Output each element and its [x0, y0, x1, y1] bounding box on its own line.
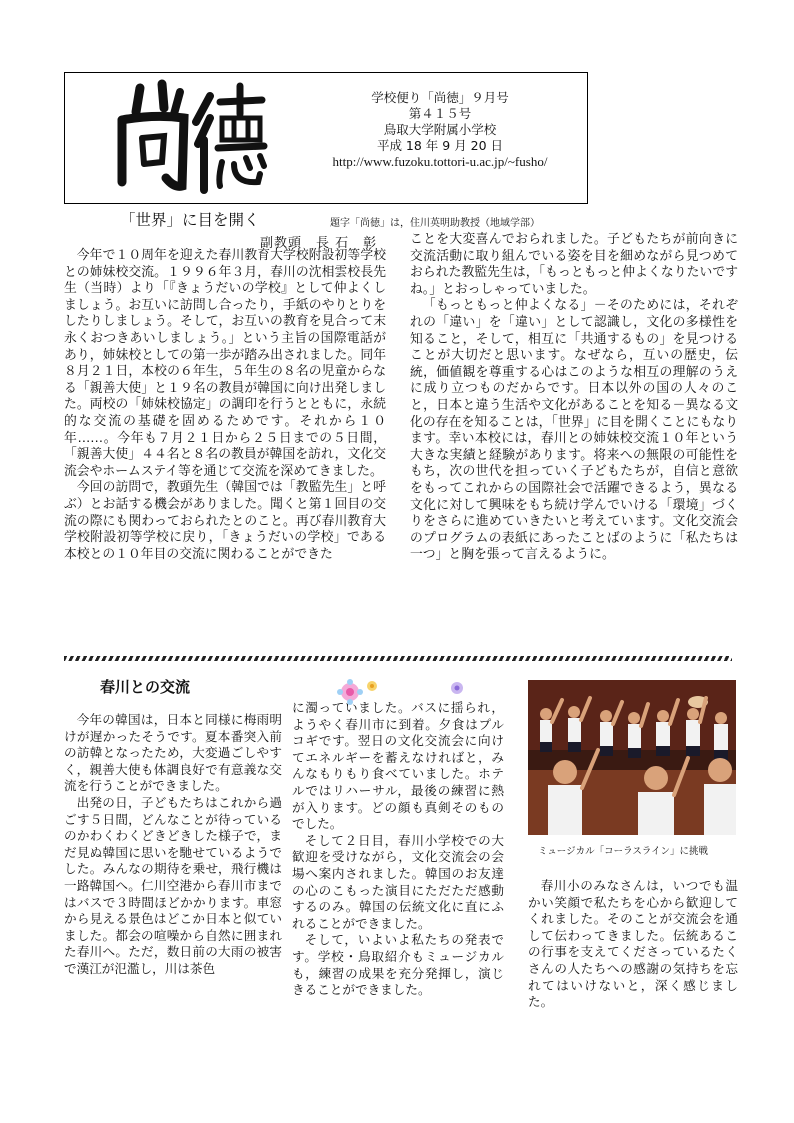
article1-paragraph: 今回の訪問で，教頭先生（韓国では「教監先生」と呼ぶ）とお話する機会がありました。聞くと第１回目の交流の際にも関わっておられたとのこと。再び春川教育大学校附設初等学校に戻り，「きょうだいの学校」である本校との１０年目の交流に関わることができた: [64, 480, 386, 562]
title-calligraphy-credit: 題字「尚徳」は，住川英明助教授（地域学部）: [330, 218, 540, 229]
school-url[interactable]: http://www.fuzoku.tottori-u.ac.jp/~fusho/: [332, 154, 548, 169]
article1-column-right: [410, 232, 738, 564]
article2-column-right: [528, 878, 738, 1011]
issue-date: 平成 18 年 9 月 20 日: [376, 138, 504, 153]
article2-column-left: [64, 712, 282, 978]
section-divider: [64, 656, 732, 661]
article1-paragraph: 「もっともっと仲よくなる」－そのためには，それぞれの「違い」を「違い」として認識し，文化の多様性を知ること，そして，相互に「共通するもの」を見つけることが大切だと思います。なぜなら，互いの歴史，伝統，価値観を尊重する心はこのような相互の理解のうえに成り立つものだからです。日本以外の国の人々のこと，日本と違う生活や文化があることを知る－異なる文化の存在を知ることは，「世界」に目を開くことにもなります。幸い本校には，春川との姉妹校交流１０年という大きな実績と経験があります。将来への無限の可能性をもち，次の世代を担っていく子どもたちが，自信と意欲をもってこれからの国際社会で活躍できるよう，異なる文化に対して興味をもち続け学んでいける「環境」づくりをさらに進めていきたいと考えています。文化交流会のプログラムの表紙にあったことばのように「私たちは一つ」と胸を張って言えるように。: [410, 298, 738, 563]
article2-paragraph: そして，いよいよ私たちの発表です。学校・鳥取紹介もミュージカルも，練習の成果を充分発揮し，演じきることができました。: [292, 932, 504, 998]
shotoku-calligraphy-logo: [110, 78, 270, 196]
newsletter-title: 学校便り「尚徳」９月号: [371, 90, 509, 105]
article1-column-left: [64, 248, 386, 563]
article2-paragraph: 出発の日，子どもたちはこれから過ごす５日間，どんなことが待っているのかわくわくどきどきした様子で，まだ見ぬ韓国に思いを馳せているようでした。みんなの期待を乗せ，飛行機は一路韓国へ。仁川空港から春川市まではバスで３時間ほどかかります。車窓から見える景色はどこか日本と似ていました。都会の喧噪から自然に囲まれた春川へ。ただ，数日前の大雨の被害で漢江が氾濫し，川は茶色: [64, 794, 282, 976]
article2-paragraph: 今年の韓国は，日本と同様に梅雨明けが遅かったそうです。夏本番突入前の訪韓となったため，大変過ごしやすく，親善大使も体調良好で有意義な交流を行うことができました。: [64, 712, 282, 794]
photo-caption: ミュージカル「コーラスライン」に挑戦: [538, 846, 709, 857]
publication-info: [300, 90, 580, 170]
article1-paragraph: ことを大変喜んでおられました。子どもたちが前向きに交流活動に取り組んでいる姿を目を細めながら見つめておられた教監先生は，「もっともっと仲よくなりたいですね。」とおっしゃっていました。: [410, 232, 738, 297]
school-name: 鳥取大学附属小学校: [383, 122, 497, 137]
article-title-world: 「世界」に目を開く: [120, 211, 260, 229]
article2-paragraph: そして２日目，春川小学校での大歓迎を受けながら，文化交流会の会場へ案内されました。韓国のお友達の心のこもった演目にただただ感動するのみ。韓国の伝統文化に直にふれることができました。: [292, 832, 504, 931]
article2-paragraph: に濁っていました。バスに揺られ，ようやく春川市に到着。夕食はプルコギです。翌日の文化交流会に向けてエネルギーを蓄えなければと，みんなもりもり食べていました。ホテルではリハーサル，最後の練習に熱が入ります。どの顔も真剣そのものでした。: [292, 700, 504, 832]
article1-paragraph: 今年で１０周年を迎えた春川教育大学校附設初等学校との姉妹校交流。１９９６年３月，春川の沈相雲校長先生（当時）より「『きょうだいの学校』として仲よくしましょう。お互いに訪問し合ったり，手紙のやりとりをしたりしましょう。そして，お互いの教育を見合って末永くおつきあいしましょう。」という主旨の国際電話があり，姉妹校としての第一歩が踏み出されました。同年８月２１日，本校の６年生，５年生の８名の児童からなる「親善大使」と１９名の教員が韓国に向け出発しました。両校の「姉妹校協定」の調印を行うとともに，永続的な交流の基礎を固めるためです。それから１０年……。今年も７月２１日から２５日までの５日間，「親善大使」４４名と８名の教員が韓国を訪れ，文化交流会やホームステイ等を通じて交流を深めてきました。: [64, 248, 386, 479]
logo-text: 尚徳: [110, 78, 112, 79]
article2-paragraph: 春川小のみなさんは，いつでも温かい笑顔で私たちを心から歓迎してくれました。そのことが交流会を通して伝わってきました。伝統あるこの行事を支えてくださっているたくさんの人たちへの感謝の気持ちを忘れてはいけないと，深く感じました。: [528, 878, 738, 1010]
article2-column-middle: [292, 700, 504, 999]
musical-performance-photo: [528, 680, 736, 835]
article-byline: 副教頭 長 石 彰: [260, 236, 378, 251]
issue-number: 第４１５号: [408, 106, 472, 121]
article-title-chuncheon: 春川との交流: [100, 678, 191, 696]
